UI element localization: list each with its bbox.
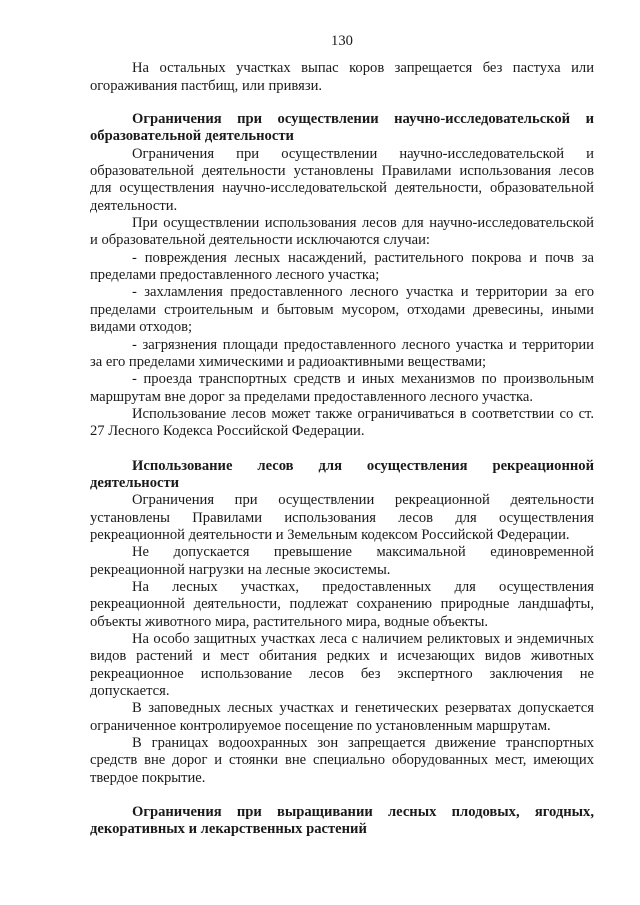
intro-paragraph: На остальных участках выпас коров запрещается без пастуха или огораживания пастбищ, или привязи. (90, 60, 594, 94)
paragraph: В границах водоохранных зон запрещается движение транспортных средств вне дорог и стоянки вне специально оборудованных мест, имеющих твердое покрытие. (90, 735, 594, 786)
section-heading-recreation: Использование лесов для осуществления рекреационной деятельности (90, 457, 594, 491)
section-heading-cultivation: Ограничения при выращивании лесных плодовых, ягодных, декоративных и лекарственных растений (90, 804, 594, 838)
list-item: - загрязнения площади предоставленного лесного участка и территории за его пределами химическими и радиоактивными веществами; (90, 336, 594, 370)
list-item: - повреждения лесных насаждений, растительного покрова и почв за пределами предоставленного лесного участка; (90, 249, 594, 284)
paragraph: На лесных участках, предоставленных для осуществления рекреационной деятельности, подлежат сохранению природные ландшафты, объекты животного мира, растительного мира, водные объекты. (90, 578, 594, 630)
paragraph: Ограничения при осуществлении рекреационной деятельности установлены Правилами использования лесов для осуществления рекреационной деятельности и Земельным кодексом Российской Федерации. (90, 492, 594, 543)
paragraph: Не допускается превышение максимальной единовременной рекреационной нагрузки на лесные экосистемы. (90, 544, 594, 578)
paragraph: В заповедных лесных участках и генетических резерватах допускается ограниченное контролируемое посещение по установленным маршрутам. (90, 700, 594, 734)
paragraph: Использование лесов может также ограничиваться в соответствии со ст. 27 Лесного Кодекса Российской Федерации. (90, 405, 594, 440)
list-item: - захламления предоставленного лесного участка и территории за его пределами строительным и бытовым мусором, отходами древесины, иными видами отходов; (90, 284, 594, 336)
paragraph: На особо защитных участках леса с наличием реликтовых и эндемичных видов растений и мест обитания редких и исчезающих видов животных рекреационное использование лесов без экспертного заключения не допускается. (90, 631, 594, 700)
page-number: 130 (331, 33, 353, 49)
list-item: - проезда транспортных средств и иных механизмов по произвольным маршрутам вне дорог за пределами предоставленного лесного участка. (90, 371, 594, 405)
section-heading-research: Ограничения при осуществлении научно-исследовательской и образовательной деятельности (90, 111, 594, 145)
paragraph: Ограничения при осуществлении научно-исследовательской и образовательной деятельности установлены Правилами использования лесов для осуществления научно-исследовательской деятельности, образовательной деятельности. (90, 145, 594, 214)
paragraph: При осуществлении использования лесов для научно-исследовательской и образовательной деятельности исключаются случаи: (90, 215, 594, 249)
